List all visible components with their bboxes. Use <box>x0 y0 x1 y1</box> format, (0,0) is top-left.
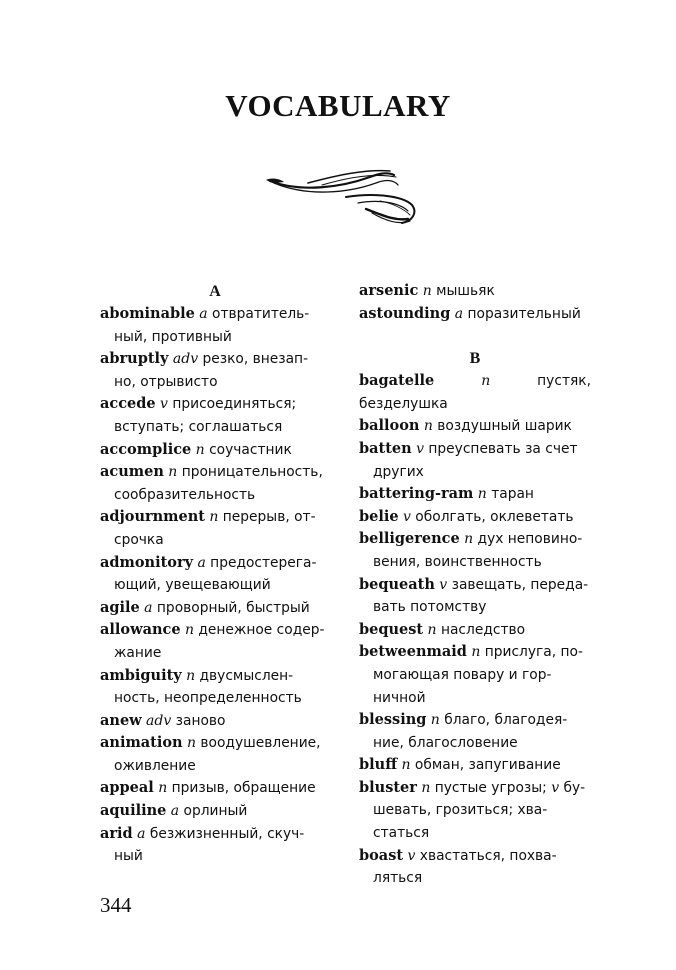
headword: bequeath <box>359 575 435 593</box>
definition-text: оживление <box>114 757 196 774</box>
vocabulary-entry-continuation <box>100 687 330 710</box>
part-of-speech: n <box>187 735 197 752</box>
part-of-speech: v <box>403 508 411 525</box>
headword: belie <box>359 507 399 525</box>
headword: betweenmaid <box>359 643 467 661</box>
definition-text: ный, противный <box>114 328 232 345</box>
vocabulary-entry-continuation <box>100 755 330 778</box>
vocabulary-entry-continuation <box>100 326 330 349</box>
definition-text: статься <box>373 825 430 842</box>
part-of-speech: a <box>170 803 180 820</box>
definition-text: проницательность, <box>177 464 323 481</box>
vocabulary-entry <box>359 415 591 438</box>
vocabulary-entry <box>100 823 330 846</box>
vocabulary-entry-continuation <box>359 664 591 687</box>
definition-text: ность, неопределенность <box>114 690 302 707</box>
definition-text: резко, внезап- <box>198 351 309 368</box>
definition-text: орлиный <box>179 803 248 820</box>
definition-text: могающая повару и гор- <box>373 666 552 683</box>
part-of-speech: v <box>160 396 168 413</box>
headword: balloon <box>359 417 420 435</box>
vocabulary-entry-continuation <box>359 799 591 822</box>
definition-text: наследство <box>436 621 526 638</box>
definition-text: двусмыслен- <box>195 667 294 684</box>
part-of-speech: n <box>168 464 178 481</box>
vocabulary-entry-continuation <box>100 845 330 868</box>
headword: agile <box>100 598 140 616</box>
headword: belligerence <box>359 530 460 548</box>
definition-text: пустые угрозы; <box>430 779 552 796</box>
headword: adjournment <box>100 508 205 526</box>
vocabulary-entry-continuation <box>359 461 591 484</box>
vocabulary-entry <box>100 439 330 462</box>
vocabulary-entry <box>100 461 330 484</box>
definition-text: ный <box>114 848 143 865</box>
vocabulary-entry-continuation <box>359 867 591 890</box>
vocabulary-entry <box>100 665 330 688</box>
part-of-speech: n <box>184 622 194 639</box>
part-of-speech: v <box>407 847 416 864</box>
definition-text: хвастаться, похва- <box>415 847 557 864</box>
vocabulary-entry <box>100 710 330 733</box>
definition-text: бу- <box>559 779 586 796</box>
vocabulary-entry <box>100 597 330 620</box>
part-of-speech: v <box>439 576 448 593</box>
vocabulary-entry <box>100 348 330 371</box>
part-of-speech: n <box>471 644 481 661</box>
vocabulary-entry <box>100 506 330 529</box>
headword: allowance <box>100 621 181 639</box>
definition-text: поразительный <box>463 305 581 322</box>
definition-text: дух неповино- <box>473 531 583 548</box>
part-of-speech: n <box>401 757 411 774</box>
vocabulary-entry <box>100 393 330 416</box>
definition-text: призыв, обращение <box>167 780 316 797</box>
definition-text: воодушевление, <box>196 735 321 752</box>
definition-text: проворный, быстрый <box>152 599 310 616</box>
definition-text: предостерега- <box>205 554 317 571</box>
vocabulary-entry-continuation <box>100 529 330 552</box>
column-left <box>100 280 330 868</box>
headword: accede <box>100 395 156 413</box>
part-of-speech: a <box>454 305 464 322</box>
headword: astounding <box>359 304 451 322</box>
definition-text <box>434 373 481 389</box>
headword: arsenic <box>359 282 419 299</box>
definition-text: ляться <box>373 870 423 887</box>
vocabulary-entry-continuation <box>359 687 591 710</box>
part-of-speech: a <box>197 554 206 571</box>
headword: battering-ram <box>359 485 474 503</box>
headword: blessing <box>359 711 427 729</box>
part-of-speech: v <box>551 779 560 796</box>
definition-text: безжизненный, скуч- <box>145 825 305 842</box>
vocabulary-entry <box>359 370 591 415</box>
vocabulary-entry <box>359 528 591 551</box>
vocabulary-entry-continuation <box>359 732 591 755</box>
entries-list-a <box>100 303 330 868</box>
vocabulary-entry <box>100 777 330 800</box>
vocabulary-entry <box>359 754 591 777</box>
definition-text: перерыв, от- <box>218 509 316 526</box>
definition-text: оболгать, оклеветать <box>410 508 574 525</box>
headword: bluster <box>359 778 417 796</box>
headword: abruptly <box>100 350 169 368</box>
vocabulary-entry <box>100 732 330 755</box>
vocabulary-entry <box>359 619 591 642</box>
headword: admonitory <box>100 553 194 571</box>
page-number: 344 <box>100 893 132 917</box>
definition-text: ние, благословение <box>373 734 518 751</box>
headword: aquiline <box>100 802 167 820</box>
part-of-speech: a <box>144 599 153 616</box>
section-letter-b: B <box>469 350 481 368</box>
entries-list-a-continued <box>359 280 591 325</box>
definition-text: срочка <box>114 531 164 548</box>
headword: anew <box>100 711 142 729</box>
headword: boast <box>359 846 404 864</box>
part-of-speech: n <box>158 780 168 797</box>
vocabulary-entry <box>359 574 591 597</box>
vocabulary-entry <box>359 777 591 800</box>
definition-text: жание <box>114 644 162 661</box>
definition-text: заново <box>171 712 226 729</box>
headword: bluff <box>359 756 398 774</box>
headword: batten <box>359 439 412 457</box>
vocabulary-entry-continuation <box>359 596 591 619</box>
definition-text: шевать, грозиться; хва- <box>373 802 548 819</box>
definition-text: пустяк, безделушка <box>359 373 591 412</box>
definition-text: сообразительность <box>114 486 256 503</box>
vocabulary-entry <box>359 280 591 303</box>
definition-text: других <box>373 463 424 480</box>
headword: appeal <box>100 779 154 797</box>
headword: accomplice <box>100 440 192 458</box>
part-of-speech: n <box>209 509 219 526</box>
headword: ambiguity <box>100 666 182 684</box>
page-title: VOCABULARY <box>225 88 451 123</box>
vocabulary-entry-continuation <box>359 822 591 845</box>
definition-text: но, отрывисто <box>114 373 218 390</box>
definition-text: благо, благодея- <box>439 712 568 729</box>
headword: animation <box>100 734 183 752</box>
vocabulary-entry <box>359 483 591 506</box>
ornament-flourish <box>262 163 422 233</box>
part-of-speech: n <box>481 373 491 390</box>
vocabulary-entry <box>359 709 591 732</box>
part-of-speech: n <box>421 779 431 796</box>
part-of-speech: n <box>430 712 440 729</box>
definition-text: прислуга, по- <box>480 644 583 661</box>
vocabulary-entry <box>359 845 591 868</box>
definition-text: денежное содер- <box>193 622 325 639</box>
part-of-speech: n <box>464 531 474 548</box>
definition-text: вения, воинственность <box>373 553 542 570</box>
vocabulary-entry <box>100 552 330 575</box>
vocabulary-entry-continuation <box>100 642 330 665</box>
definition-text: соучастник <box>204 441 292 458</box>
part-of-speech: a <box>199 306 208 322</box>
vocabulary-entry <box>359 303 591 326</box>
vocabulary-entry <box>100 619 330 642</box>
definition-text: преуспевать за счет <box>424 440 578 457</box>
part-of-speech: n <box>195 441 205 458</box>
headword: acumen <box>100 463 164 481</box>
part-of-speech: adv <box>146 712 172 729</box>
part-of-speech: n <box>186 667 196 684</box>
vocabulary-entry <box>359 506 591 529</box>
headword: bequest <box>359 620 424 638</box>
headword: bagatelle <box>359 372 435 390</box>
part-of-speech: n <box>423 418 433 435</box>
definition-text: присоединяться; <box>167 396 297 413</box>
definition-text: воздушный шарик <box>432 418 572 435</box>
vocabulary-entry <box>100 800 330 823</box>
vocabulary-entry-continuation <box>100 574 330 597</box>
vocabulary-entry-continuation <box>100 484 330 507</box>
part-of-speech: n <box>422 283 432 299</box>
vocabulary-entry-continuation <box>100 416 330 439</box>
definition-text: таран <box>486 486 534 503</box>
definition-text: завещать, переда- <box>447 576 589 593</box>
vocabulary-entry-continuation <box>100 371 330 394</box>
definition-text: вступать; соглашаться <box>114 418 283 435</box>
definition-text: обман, запугивание <box>410 757 561 774</box>
headword: arid <box>100 824 133 842</box>
definition-text: вать потомству <box>373 599 487 616</box>
headword: abominable <box>100 305 195 322</box>
section-letter-a: A <box>209 283 221 300</box>
part-of-speech: v <box>416 440 425 457</box>
vocabulary-entry <box>359 438 591 461</box>
definition-text: ничной <box>373 689 426 706</box>
vocabulary-entry <box>100 303 330 326</box>
part-of-speech: n <box>427 621 437 638</box>
definition-text: мышьяк <box>431 283 495 299</box>
part-of-speech: a <box>137 825 146 842</box>
entries-list-b <box>359 370 591 890</box>
definition-text: ющий, увещевающий <box>114 577 271 594</box>
part-of-speech: n <box>477 486 487 503</box>
vocabulary-entry <box>359 641 591 664</box>
column-right <box>359 280 591 890</box>
part-of-speech: adv <box>172 351 199 368</box>
definition-text: отвратитель- <box>207 306 310 322</box>
vocabulary-entry-continuation <box>359 551 591 574</box>
